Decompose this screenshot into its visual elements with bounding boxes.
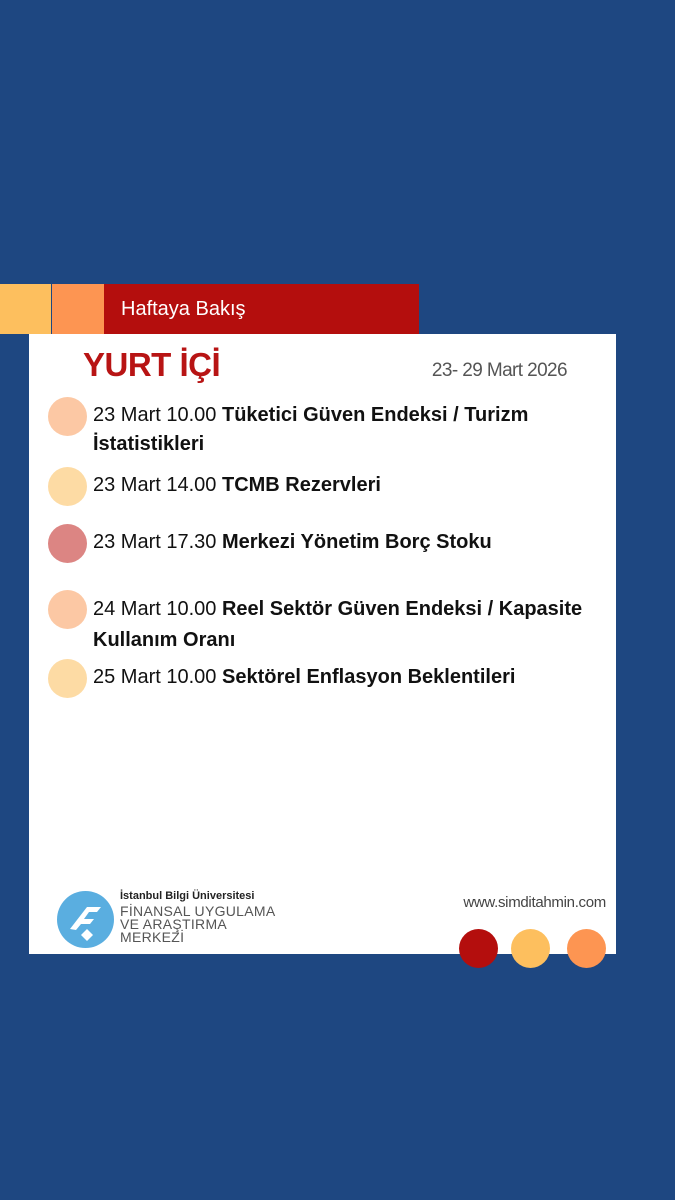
bullet-dot: [48, 467, 87, 506]
bullet-dot: [48, 659, 87, 698]
yellow-swatch: [0, 284, 51, 334]
event-text: [93, 663, 593, 692]
event-title: Tüketici Güven Endeksi / Turizm İstatistikleri: [93, 404, 529, 455]
website-link[interactable]: www.simditahmin.com: [463, 894, 606, 911]
event-time: 23 Mart 14.00: [93, 474, 217, 496]
event-title: Merkezi Yönetim Borç Stoku: [221, 531, 492, 553]
center-name-line: FİNANSAL UYGULAMA: [120, 903, 276, 919]
orange-decor-dot: [567, 929, 606, 968]
event-title: Sektörel Enflasyon Beklentileri: [221, 666, 516, 688]
date-range: 23- 29 Mart 2026: [431, 360, 567, 381]
content-card: [29, 334, 616, 954]
fuam-logo-icon: [57, 891, 114, 948]
section-title: YURT İÇİ: [83, 346, 221, 383]
event-text: [93, 594, 593, 656]
event-title: TCMB Rezervleri: [221, 474, 381, 496]
orange-swatch: [52, 284, 104, 334]
university-name: İstanbul Bilgi Üniversitesi: [120, 890, 255, 902]
header-tab: [104, 284, 419, 334]
event-time: 23 Mart 10.00: [93, 404, 217, 426]
bullet-dot: [48, 524, 87, 563]
event-title: Reel Sektör Güven Endeksi / Kapasite Kullanım Oranı: [93, 598, 583, 651]
event-time: 23 Mart 17.30: [93, 531, 217, 553]
event-time: 24 Mart 10.00: [93, 598, 217, 620]
header-tab-label: Haftaya Bakış: [121, 297, 246, 320]
center-name-line: MERKEZİ: [120, 929, 185, 945]
event-text: [93, 528, 593, 557]
center-name: [120, 905, 276, 944]
header-tab-strip: [0, 284, 419, 334]
red-decor-dot: [459, 929, 498, 968]
center-name-line: VE ARAŞTIRMA: [120, 916, 228, 932]
event-text: [93, 471, 593, 500]
event-text: [93, 401, 593, 459]
fuam-logo: [57, 890, 297, 950]
bullet-dot: [48, 590, 87, 629]
event-time: 25 Mart 10.00: [93, 666, 217, 688]
yellow-decor-dot: [511, 929, 550, 968]
bullet-dot: [48, 397, 87, 436]
